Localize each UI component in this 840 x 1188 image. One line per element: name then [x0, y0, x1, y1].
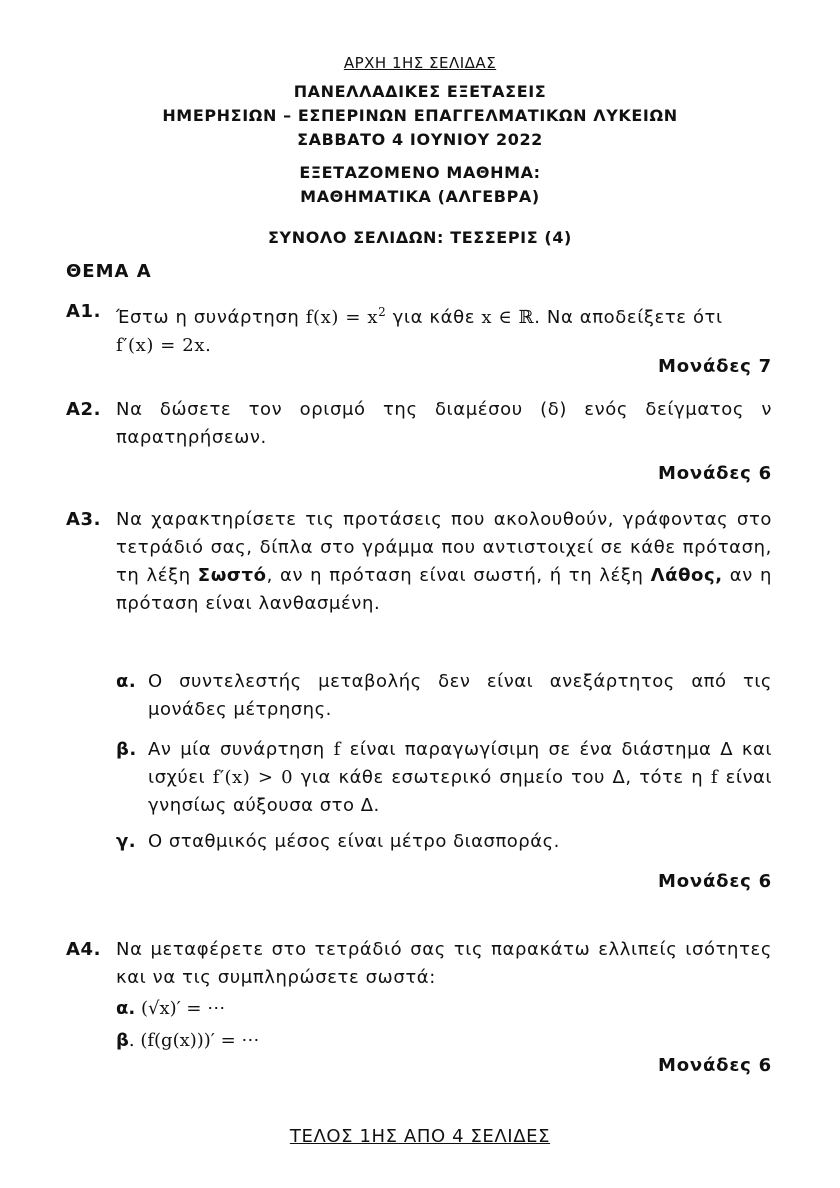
question-label: Α2. [66, 399, 102, 420]
statement-label: γ. [116, 831, 137, 852]
statement-label: α. [116, 671, 137, 692]
question-label: Α4. [66, 939, 102, 960]
pages-total: ΣΥΝΟΛΟ ΣΕΛΙΔΩΝ: ΤΕΣΣΕΡΙΣ (4) [268, 228, 572, 247]
question-a2 [66, 396, 772, 452]
question-text: Να χαρακτηρίσετε τις προτάσεις που ακολουθούν, γράφοντας στο τετράδιό σας, δίπλα στο γράμμα που αντιστοιχεί σε κάθε πρόταση, τη λέξη Σωστό, αν η πρόταση είναι σωστή, ή τη λέξη Λάθος, αν η πρόταση είναι λανθασμένη. [116, 509, 772, 614]
statement-text: Ο σταθμικός μέσος είναι μέτρο διασποράς. [148, 831, 560, 852]
question-a4 [66, 936, 772, 992]
page-end-label: ΤΕΛΟΣ 1ΗΣ ΑΠΟ 4 ΣΕΛΙΔΕΣ [289, 1126, 551, 1147]
exam-header [0, 80, 840, 152]
schools-line: ΗΜΕΡΗΣΙΩΝ – ΕΣΠΕΡΙΝΩΝ ΕΠΑΓΓΕΛΜΑΤΙΚΩΝ ΛΥΚΕΙΩΝ [162, 106, 678, 125]
statement-a [116, 668, 772, 724]
question-text: Να μεταφέρετε στο τετράδιό σας τις παρακάτω ελλιπείς ισότητες και να τις συμπληρώσετε σωστά: [116, 939, 772, 988]
question-text: Να δώσετε τον ορισμό της διαμέσου (δ) ενός δείγματος ν παρατηρήσεων. [116, 399, 772, 448]
exam-title: ΠΑΝΕΛΛΑΔΙΚΕΣ ΕΞΕΤΑΣΕΙΣ [293, 82, 547, 101]
statement-label: β. [116, 739, 137, 760]
statement-text: Αν μία συνάρτηση f είναι παραγωγίσιμη σε ένα διάστημα Δ και ισχύει f′(x) > 0 για κάθε εσωτερικό σημείο του Δ, τότε η f είναι γνησίως αύξουσα στο Δ. [148, 739, 772, 816]
question-label: Α3. [66, 509, 102, 530]
statement-text: Ο συντελεστής μεταβολής δεν είναι ανεξάρτητος από τις μονάδες μέτρησης. [148, 671, 772, 720]
statement-c [116, 828, 772, 856]
question-a1 [66, 298, 772, 360]
subject-name: ΜΑΘΗΜΑΤΙΚΑ (ΑΛΓΕΒΡΑ) [300, 187, 540, 206]
marks-a1: Μονάδες 7 [658, 356, 772, 377]
question-label: Α1. [66, 301, 102, 322]
theme-heading: ΘΕΜΑ Α [66, 261, 152, 282]
question-text: Έστω η συνάρτηση $f(x) = x^2$ για κάθε x ∈ ℝ. Να αποδείξετε ότι f′(x) = 2x. [116, 305, 723, 356]
statement-b [116, 736, 772, 820]
subject-block [0, 161, 840, 209]
marks-a2: Μονάδες 6 [658, 463, 772, 484]
exam-date: ΣΑΒΒΑΤΟ 4 ΙΟΥΝΙΟΥ 2022 [297, 130, 543, 149]
question-a3 [66, 506, 772, 618]
marks-a4: Μονάδες 6 [658, 1055, 772, 1076]
equation-a: α. (√x)′ = ⋯ [116, 998, 226, 1019]
page-start-label: ΑΡΧΗ 1ΗΣ ΣΕΛΙΔΑΣ [343, 54, 497, 72]
marks-a3: Μονάδες 6 [658, 871, 772, 892]
subject-label: ΕΞΕΤΑΖΟΜΕΝΟ ΜΑΘΗΜΑ: [299, 163, 541, 182]
equation-b: β. (f(g(x)))′ = ⋯ [116, 1030, 260, 1051]
